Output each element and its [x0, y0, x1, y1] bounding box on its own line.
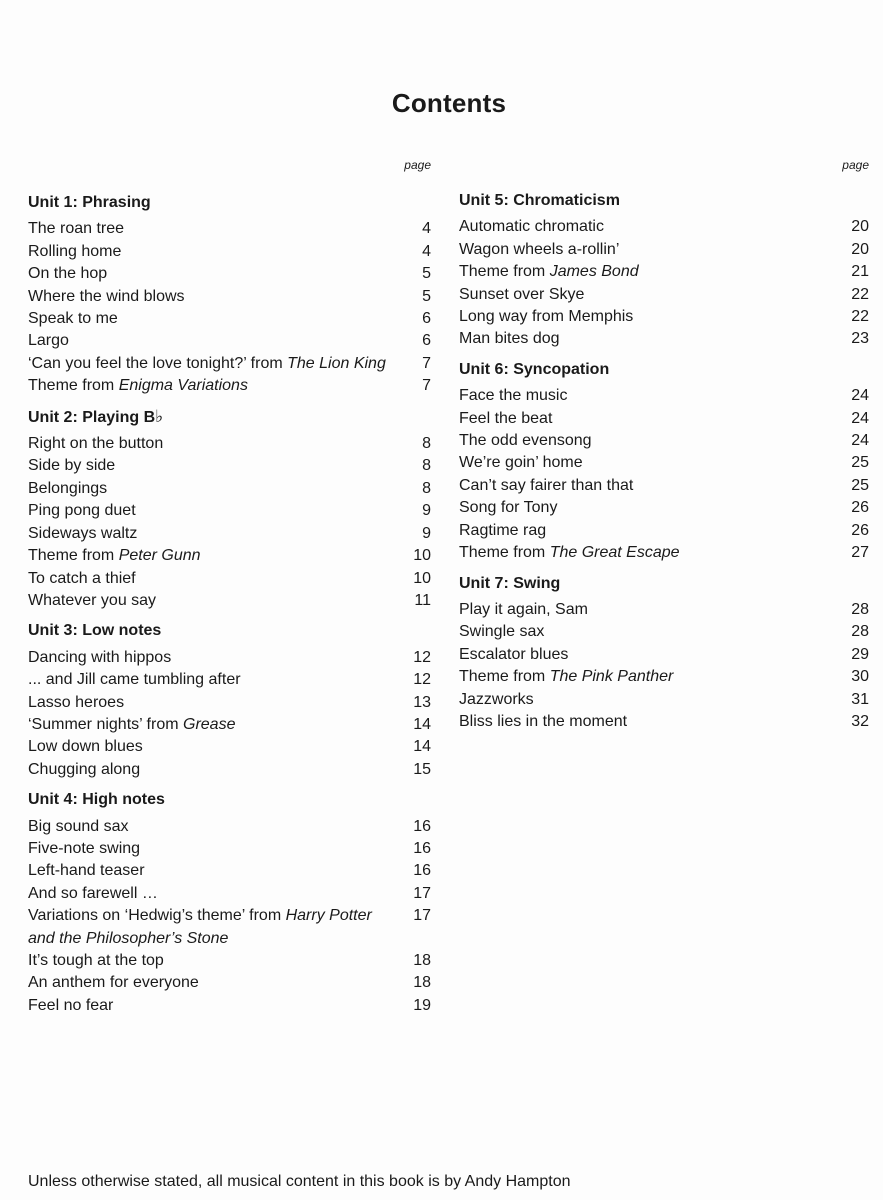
toc-entry: [28, 759, 431, 781]
toc-entry-page: 11: [414, 591, 431, 609]
unit-heading-text: Unit 4: High notes: [28, 791, 165, 809]
toc-entry-title-text: Five-note swing: [28, 839, 141, 857]
page-column-label: page: [842, 158, 869, 172]
toc-entry-title: [459, 328, 845, 350]
toc-entry-page: 14: [413, 715, 431, 733]
toc-entry-title-text: It’s tough at the top: [28, 952, 164, 969]
toc-entry-page: 8: [422, 457, 431, 475]
toc-entry-title-text: Jazzworks: [459, 690, 534, 708]
toc-entry-title-text: Song for Tony: [459, 499, 558, 517]
toc-entry: [28, 995, 431, 1017]
toc-entry-page: 5: [422, 265, 431, 283]
toc-entry-page: 4: [422, 220, 431, 238]
unit-section: [459, 359, 869, 565]
toc-entry-page: 6: [422, 310, 431, 328]
toc-entry-page: 24: [851, 387, 869, 405]
toc-entry-title-italic: Harry Potter and the Philosopher’s Stone: [28, 907, 372, 947]
toc-entry: [459, 216, 869, 238]
toc-entry-title-text: Rolling home: [28, 242, 122, 260]
toc-entry-title-text: Escalator blues: [459, 645, 569, 663]
toc-entry-title-text: And so farewell …: [28, 884, 158, 902]
unit-heading-text: Unit 1: Phrasing: [28, 194, 151, 211]
unit-heading-text: Unit 6: Syncopation: [459, 360, 610, 378]
toc-entry-title-text: Low down blues: [28, 738, 143, 756]
toc-entry: [28, 568, 431, 590]
toc-entry: [459, 408, 869, 430]
toc-entry-page: 31: [851, 690, 869, 708]
toc-entry: [28, 241, 431, 263]
toc-entry-title-text: The odd evensong: [459, 432, 592, 450]
toc-entry-title-text: The roan tree: [28, 220, 125, 238]
toc-entry: [28, 218, 431, 240]
toc-entry-title-text: Side by side: [28, 457, 116, 475]
toc-entry-title-text: We’re goin’ home: [459, 454, 583, 472]
toc-entry-title: [28, 455, 407, 477]
toc-entry-page: 26: [851, 499, 869, 517]
toc-entry-page: 28: [851, 623, 869, 641]
toc-entry-title: [28, 568, 407, 590]
toc-entry-page: 32: [851, 712, 869, 730]
toc-entry-page: 9: [422, 524, 431, 542]
toc-entry-title: [459, 385, 845, 407]
toc-entry-page: 20: [851, 240, 869, 258]
toc-entry-title-text: Theme from: [459, 544, 550, 562]
unit-section: [28, 789, 431, 1017]
contents-column-right: [459, 157, 869, 741]
toc-entry-title-text: Where the wind blows: [28, 287, 185, 305]
toc-entry-page: 21: [851, 263, 869, 281]
toc-entry: [459, 261, 869, 283]
page-column-label: page: [404, 158, 431, 172]
toc-entry-page: 26: [851, 521, 869, 539]
toc-entry: [28, 433, 431, 455]
toc-entry-title-text: Theme from: [28, 377, 119, 395]
toc-entry-title-text: Play it again, Sam: [459, 600, 588, 618]
toc-entry-title-text: Speak to me: [28, 310, 118, 328]
toc-entry-page: 24: [851, 432, 869, 450]
toc-entry: [459, 430, 869, 452]
toc-entry: [459, 711, 869, 733]
toc-entry-page: 6: [422, 332, 431, 350]
toc-entry: [28, 330, 431, 352]
toc-entry: [28, 838, 431, 860]
unit-section: [28, 192, 431, 398]
toc-entry: [459, 689, 869, 711]
toc-entry: [28, 545, 431, 567]
toc-entry-title-italic: James Bond: [549, 263, 639, 281]
toc-entry: [28, 972, 431, 994]
toc-entry-title-text: Dancing with hippos: [28, 648, 172, 666]
toc-entry-title: [28, 669, 407, 691]
toc-entry-title-text: Ping pong duet: [28, 502, 136, 520]
toc-entry-title: [459, 542, 845, 564]
toc-entry-title-text: Lasso heroes: [28, 693, 125, 711]
toc-entry-title: [28, 353, 407, 375]
toc-entry-page: 29: [851, 645, 869, 663]
toc-entry-title: [28, 241, 407, 263]
toc-entry-title-text: An anthem for everyone: [28, 974, 199, 992]
toc-entry-title: [28, 692, 407, 714]
toc-entry-title-text: Big sound sax: [28, 817, 129, 835]
unit-heading: [459, 190, 869, 212]
toc-entry: [28, 860, 431, 882]
unit-heading-text: Unit 3: Low notes: [28, 622, 162, 640]
toc-entry: [28, 692, 431, 714]
toc-entry-title: [459, 216, 845, 238]
toc-entry: [459, 385, 869, 407]
toc-entry-page: 10: [413, 569, 431, 587]
toc-entry-title-text: Theme from: [28, 547, 119, 565]
toc-entry-title: [28, 759, 407, 781]
toc-entry-title: [28, 860, 407, 882]
toc-entry-title-text: On the hop: [28, 265, 108, 283]
toc-entry-page: 23: [851, 330, 869, 348]
page-title: Contents: [391, 88, 507, 118]
toc-entry-page: 30: [851, 668, 869, 686]
toc-entry-title-text: Whatever you say: [28, 591, 157, 609]
toc-entry: [459, 475, 869, 497]
toc-entry-title: [28, 286, 407, 308]
toc-entry: [459, 452, 869, 474]
toc-entry-page: 17: [413, 884, 431, 902]
toc-entry: [28, 816, 431, 838]
toc-entry-title: [28, 590, 407, 612]
toc-entry-page: 7: [422, 354, 431, 372]
toc-entry-title: [459, 689, 845, 711]
toc-entry: [459, 621, 869, 643]
contents-column-left: [28, 157, 431, 1025]
toc-entry-page: 22: [851, 308, 869, 326]
toc-entry-page: 12: [413, 671, 431, 689]
unit-section: [28, 406, 431, 613]
toc-entry-title-text: Man bites dog: [459, 330, 560, 348]
toc-entry-title-italic: The Pink Panther: [549, 668, 674, 686]
toc-entry-title: [28, 433, 407, 455]
toc-entry-title-text: Feel no fear: [28, 996, 114, 1014]
toc-entry-title-italic: Peter Gunn: [118, 547, 201, 565]
toc-entry-title-text: Right on the button: [28, 435, 164, 453]
toc-entry-page: 27: [851, 544, 869, 562]
toc-entry-title: [459, 621, 845, 643]
toc-entry-page: 25: [851, 454, 869, 472]
flat-symbol: ♭: [155, 406, 164, 426]
toc-entry-page: 5: [422, 287, 431, 305]
toc-entry-title-text: ‘Summer nights’ from: [28, 715, 183, 733]
toc-entry-page: 8: [422, 435, 431, 453]
toc-entry-title-text: Left-hand teaser: [28, 862, 145, 880]
unit-heading: [28, 406, 431, 429]
toc-entry-title-text: Wagon wheels a-rollin’: [459, 240, 620, 258]
toc-entry-page: 8: [422, 479, 431, 497]
toc-entry: [459, 542, 869, 564]
toc-entry-title-text: Long way from Memphis: [459, 308, 634, 326]
toc-entry-title-text: Swingle sax: [459, 623, 545, 641]
toc-entry: [459, 239, 869, 261]
toc-entry: [28, 286, 431, 308]
unit-heading: [28, 192, 431, 214]
toc-entry: [28, 308, 431, 330]
toc-entry-title-text: ‘Can you feel the love tonight?’ from: [28, 354, 288, 372]
toc-entry-title-text: Sideways waltz: [28, 524, 138, 542]
toc-entry-page: 25: [851, 476, 869, 494]
toc-entry: [28, 905, 431, 950]
toc-entry-title-text: Face the music: [459, 387, 568, 405]
toc-entry-title-italic: The Lion King: [287, 354, 386, 372]
toc-entry-title: [459, 475, 845, 497]
toc-entry: [28, 714, 431, 736]
toc-entry-title: [459, 644, 845, 666]
unit-heading-text: Unit 7: Swing: [459, 574, 561, 592]
unit-heading: [459, 359, 869, 381]
toc-entry: [28, 647, 431, 669]
unit-section: [28, 620, 431, 781]
toc-entry-page: 16: [413, 839, 431, 857]
toc-entry-title: [28, 972, 407, 994]
toc-entry-title-text: Chugging along: [28, 760, 141, 778]
toc-entry-title: [28, 950, 407, 972]
toc-entry-page: 24: [851, 409, 869, 427]
toc-entry-title-text: Bliss lies in the moment: [459, 712, 628, 730]
toc-entry-title-text: Variations on ‘Hedwig’s theme’ from: [28, 907, 286, 925]
toc-entry-page: 16: [413, 817, 431, 835]
toc-entry-page: 28: [851, 600, 869, 618]
toc-entry-title: [459, 306, 845, 328]
toc-entry-title: [459, 666, 845, 688]
toc-entry: [28, 478, 431, 500]
toc-entry-title: [28, 218, 407, 240]
toc-entry: [459, 497, 869, 519]
toc-entry-title: [459, 497, 845, 519]
toc-entry-page: 19: [413, 996, 431, 1014]
unit-section: [459, 190, 869, 351]
toc-entry-title-text: Belongings: [28, 479, 108, 497]
toc-entry-title: [459, 452, 845, 474]
toc-entry-title: [28, 736, 407, 758]
toc-entry-page: 12: [413, 648, 431, 666]
toc-entry-title: [459, 599, 845, 621]
toc-entry-page: 14: [413, 738, 431, 756]
toc-entry-title-text: Automatic chromatic: [459, 218, 604, 236]
toc-entry: [459, 644, 869, 666]
toc-entry: [459, 284, 869, 306]
toc-entry-title-text: Sunset over Skye: [459, 285, 585, 303]
toc-entry-title: [28, 995, 407, 1017]
toc-entry-title: [28, 905, 407, 950]
toc-entry-title: [28, 545, 407, 567]
unit-heading: [459, 573, 869, 595]
toc-entry-title: [28, 308, 407, 330]
toc-entry-page: 16: [413, 862, 431, 880]
toc-entry-title: [459, 408, 845, 430]
footer-note: Unless otherwise stated, all musical content in this book is by Andy Hampton: [28, 1173, 571, 1190]
toc-entry: [459, 306, 869, 328]
unit-heading: [28, 620, 431, 642]
toc-entry: [28, 669, 431, 691]
toc-entry-title: [459, 520, 845, 542]
toc-entry-title: [28, 714, 407, 736]
toc-entry-title: [28, 500, 407, 522]
unit-heading-text: Unit 5: Chromaticism: [459, 192, 620, 209]
toc-entry-title-italic: Grease: [183, 715, 236, 733]
toc-entry: [28, 500, 431, 522]
toc-entry-page: 18: [413, 952, 431, 969]
toc-entry-page: 10: [413, 547, 431, 565]
toc-entry-title-text: Can’t say fairer than that: [459, 476, 634, 494]
toc-entry-page: 22: [851, 285, 869, 303]
toc-entry-title-text: To catch a thief: [28, 569, 136, 587]
toc-entry-title-italic: Enigma Variations: [118, 377, 248, 395]
toc-entry-title: [28, 263, 407, 285]
toc-entry: [459, 520, 869, 542]
toc-entry-title: [28, 816, 407, 838]
toc-entry-title: [28, 478, 407, 500]
toc-entry-page: 13: [413, 693, 431, 711]
toc-entry-title-text: Theme from: [459, 263, 550, 281]
unit-section: [459, 573, 869, 734]
toc-entry: [459, 666, 869, 688]
unit-heading-text: Unit 2: Playing B: [28, 408, 156, 426]
toc-entry: [28, 590, 431, 612]
toc-entry: [28, 263, 431, 285]
toc-entry-title: [28, 838, 407, 860]
toc-entry-title-text: Feel the beat: [459, 409, 553, 427]
toc-entry-title: [28, 883, 407, 905]
toc-entry: [28, 736, 431, 758]
toc-entry-page: 18: [413, 974, 431, 992]
toc-entry-title: [459, 239, 845, 261]
toc-entry: [28, 883, 431, 905]
toc-entry-title: [28, 375, 407, 397]
toc-entry-title: [28, 647, 407, 669]
toc-entry-title-text: Theme from: [459, 668, 550, 686]
toc-entry-title-italic: The Great Escape: [549, 544, 680, 562]
toc-entry-page: 4: [422, 242, 431, 260]
toc-entry: [459, 599, 869, 621]
toc-entry: [459, 328, 869, 350]
toc-entry-title-text: Largo: [28, 332, 69, 350]
toc-entry-title-text: Ragtime rag: [459, 521, 547, 539]
toc-entry: [28, 353, 431, 375]
unit-heading: [28, 789, 431, 811]
toc-entry-page: 7: [422, 377, 431, 395]
toc-entry-title: [459, 261, 845, 283]
toc-entry-title: [28, 330, 407, 352]
toc-entry-title: [459, 284, 845, 306]
toc-entry-page: 9: [422, 502, 431, 520]
toc-entry-title: [459, 430, 845, 452]
toc-entry: [28, 375, 431, 397]
toc-entry-title-text: ... and Jill came tumbling after: [28, 671, 241, 689]
toc-entry: [28, 950, 431, 972]
toc-entry-title: [459, 711, 845, 733]
toc-entry-title: [28, 523, 407, 545]
toc-entry-page: 20: [851, 218, 869, 236]
toc-entry-page: 15: [413, 760, 431, 778]
toc-entry: [28, 523, 431, 545]
toc-entry-page: 17: [413, 907, 431, 925]
toc-entry: [28, 455, 431, 477]
